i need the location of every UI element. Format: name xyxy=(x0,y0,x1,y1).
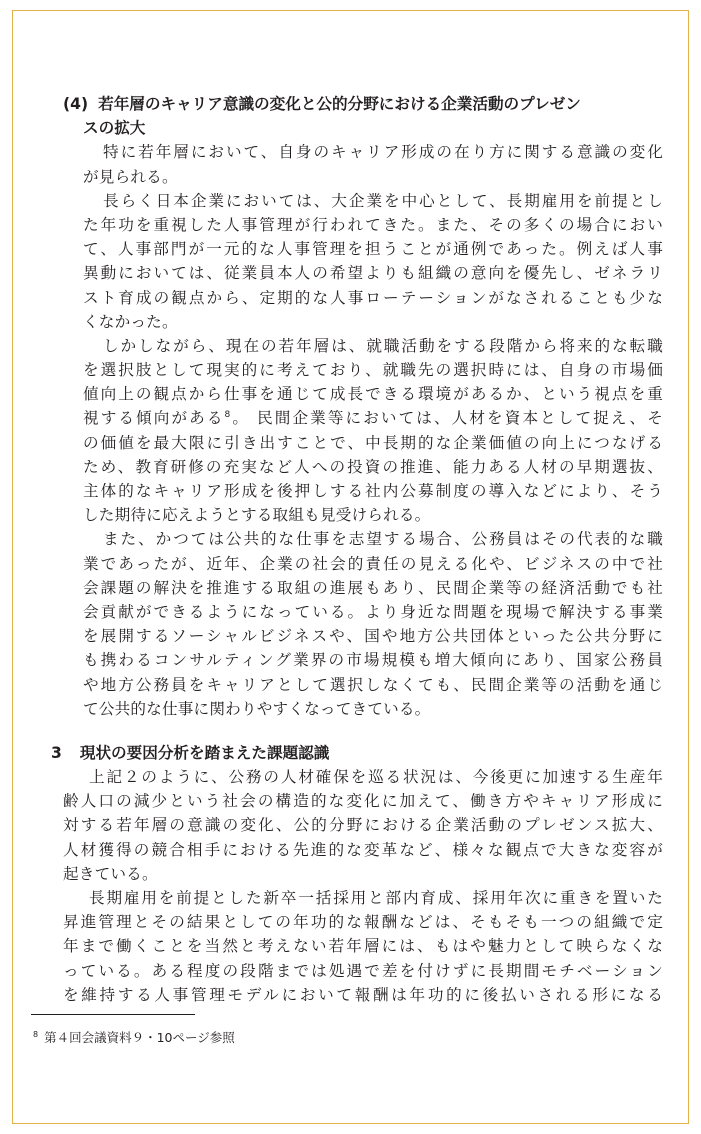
text-line: 長らく日本企業においては、大企業を中心として、長期雇用を前提とし xyxy=(103,191,663,210)
footnote-marker: 8 xyxy=(33,1030,39,1039)
section-3-number: 3 xyxy=(51,743,62,762)
section-3-heading xyxy=(51,741,663,765)
section-4-heading xyxy=(63,92,663,116)
text-line: 会課題の解決を推進する取組の進展もあり、民間企業等の経済活動でも社 xyxy=(83,578,663,597)
footnote-ref-8[interactable]: 8 xyxy=(224,410,231,421)
text-line: 特に若年層において、自身のキャリア形成の在り方に関する意識の変化 xyxy=(103,143,663,162)
paragraph-2 xyxy=(63,189,663,334)
text-line-with-footnote xyxy=(83,406,663,430)
text-line: 会貢献ができるようになっている。より身近な問題を現場で解決する事業 xyxy=(83,602,663,621)
text-line: を維持する人事管理モデルにおいて報酬は年功的に後払いされる形になる xyxy=(63,985,663,1004)
section-4-heading-line1: 若年層のキャリア意識の変化と公的分野における企業活動のプレゼン xyxy=(98,95,581,113)
text-line: 起きている。 xyxy=(63,864,158,883)
text-line: また、かつては公共的な仕事を志望する場合、公務員はその代表的な職 xyxy=(103,530,663,549)
section-4-heading-line2: スの拡大 xyxy=(83,119,146,138)
text-line: て、人事部門が一元的な人事管理を担うことが通例であった。例えば人事 xyxy=(83,240,663,259)
text-fragment: 視する傾向がある xyxy=(83,409,225,428)
main-content xyxy=(51,92,663,1007)
text-line: 上記２のように、公務の人材確保を巡る状況は、今後更に加速する生産年 xyxy=(89,768,663,787)
text-line: 人材獲得の競合相手における先進的な変革など、様々な観点で大きな変容が xyxy=(63,840,663,859)
text-line: 業であったが、近年、企業の社会的責任の見える化や、ビジネスの中で社 xyxy=(83,554,663,573)
text-line: を選択肢として現実的に考えており、就職先の選択時には、自身の市場価 xyxy=(83,361,663,380)
text-line: の価値を最大限に引き出すことで、中長期的な企業価値の向上につなげる xyxy=(83,433,663,452)
text-line: っている。ある程度の段階までは処遇で差を付けずに長期間モチベーション xyxy=(63,961,663,980)
section-4-number: (4) xyxy=(63,95,89,113)
text-line: 昇進管理とその結果としての年功的な報酬などは、そもそも一つの組織で定 xyxy=(63,913,663,932)
text-line: くなかった。 xyxy=(83,312,178,331)
text-line: 齢人口の減少という社会の構造的な変化に加えて、働き方やキャリア形成に xyxy=(63,792,663,811)
footnote-text: 第４回会議資料９・10ページ参照 xyxy=(44,1030,235,1046)
text-line: て公共的な仕事に関わりやすくなってきている。 xyxy=(83,699,431,718)
text-line: しかしながら、現在の若年層は、就職活動をする段階から将来的な転職 xyxy=(103,336,663,355)
section-3-paragraph-1 xyxy=(63,765,663,886)
paragraph-4 xyxy=(63,527,663,721)
text-line: も携わるコンサルティング業界の市場規模も増大傾向にあり、国家公務員 xyxy=(83,651,663,670)
text-line: 異動においては、従業員本人の希望よりも組織の意向を優先し、ゼネラリ xyxy=(83,264,663,283)
text-line: が見られる。 xyxy=(83,167,178,186)
text-line: 長期雇用を前提とした新卒一括採用と部内育成、採用年次に重きを置いた xyxy=(89,889,663,908)
text-line: 値向上の観点から仕事を通じて成長できる環境があるか、という視点を重 xyxy=(83,385,663,404)
text-fragment: 民間企業等においては、人材を資本として捉え、そ xyxy=(257,409,663,428)
text-line: スト育成の観点から、定期的な人事ローテーションがなされることも少な xyxy=(83,288,663,307)
text-line: した期待に応えようとする取組も見受けられる。 xyxy=(83,506,431,525)
footnote-divider xyxy=(31,1014,195,1015)
paragraph-1 xyxy=(63,140,663,188)
text-line: 年まで働くことを当然と考えない若年層には、もはや魅力として映らなくな xyxy=(63,937,663,956)
paragraph-3 xyxy=(63,334,663,528)
section-3-paragraph-2 xyxy=(63,886,663,1007)
text-line: を展開するソーシャルビジネスや、国や地方公共団体といった公共分野に xyxy=(83,627,663,646)
footnote-8 xyxy=(33,1027,235,1046)
text-line: ため、教育研修の充実など人への投資の推進、能力ある人材の早期選抜、 xyxy=(83,457,663,476)
text-line: 対する若年層の意識の変化、公的分野における企業活動のプレゼンス拡大、 xyxy=(63,816,663,835)
text-line: や地方公務員をキャリアとして選択しなくても、民間企業等の活動を通じ xyxy=(83,675,663,694)
text-line: た年功を重視した人事管理が行われてきた。また、その多くの場合におい xyxy=(83,215,663,234)
section-3-title: 現状の要因分析を踏まえた課題認識 xyxy=(79,743,330,762)
text-line: 主体的なキャリア形成を後押しする社内公募制度の導入などにより、そう xyxy=(83,482,663,501)
text-fragment: 。 xyxy=(230,409,251,428)
